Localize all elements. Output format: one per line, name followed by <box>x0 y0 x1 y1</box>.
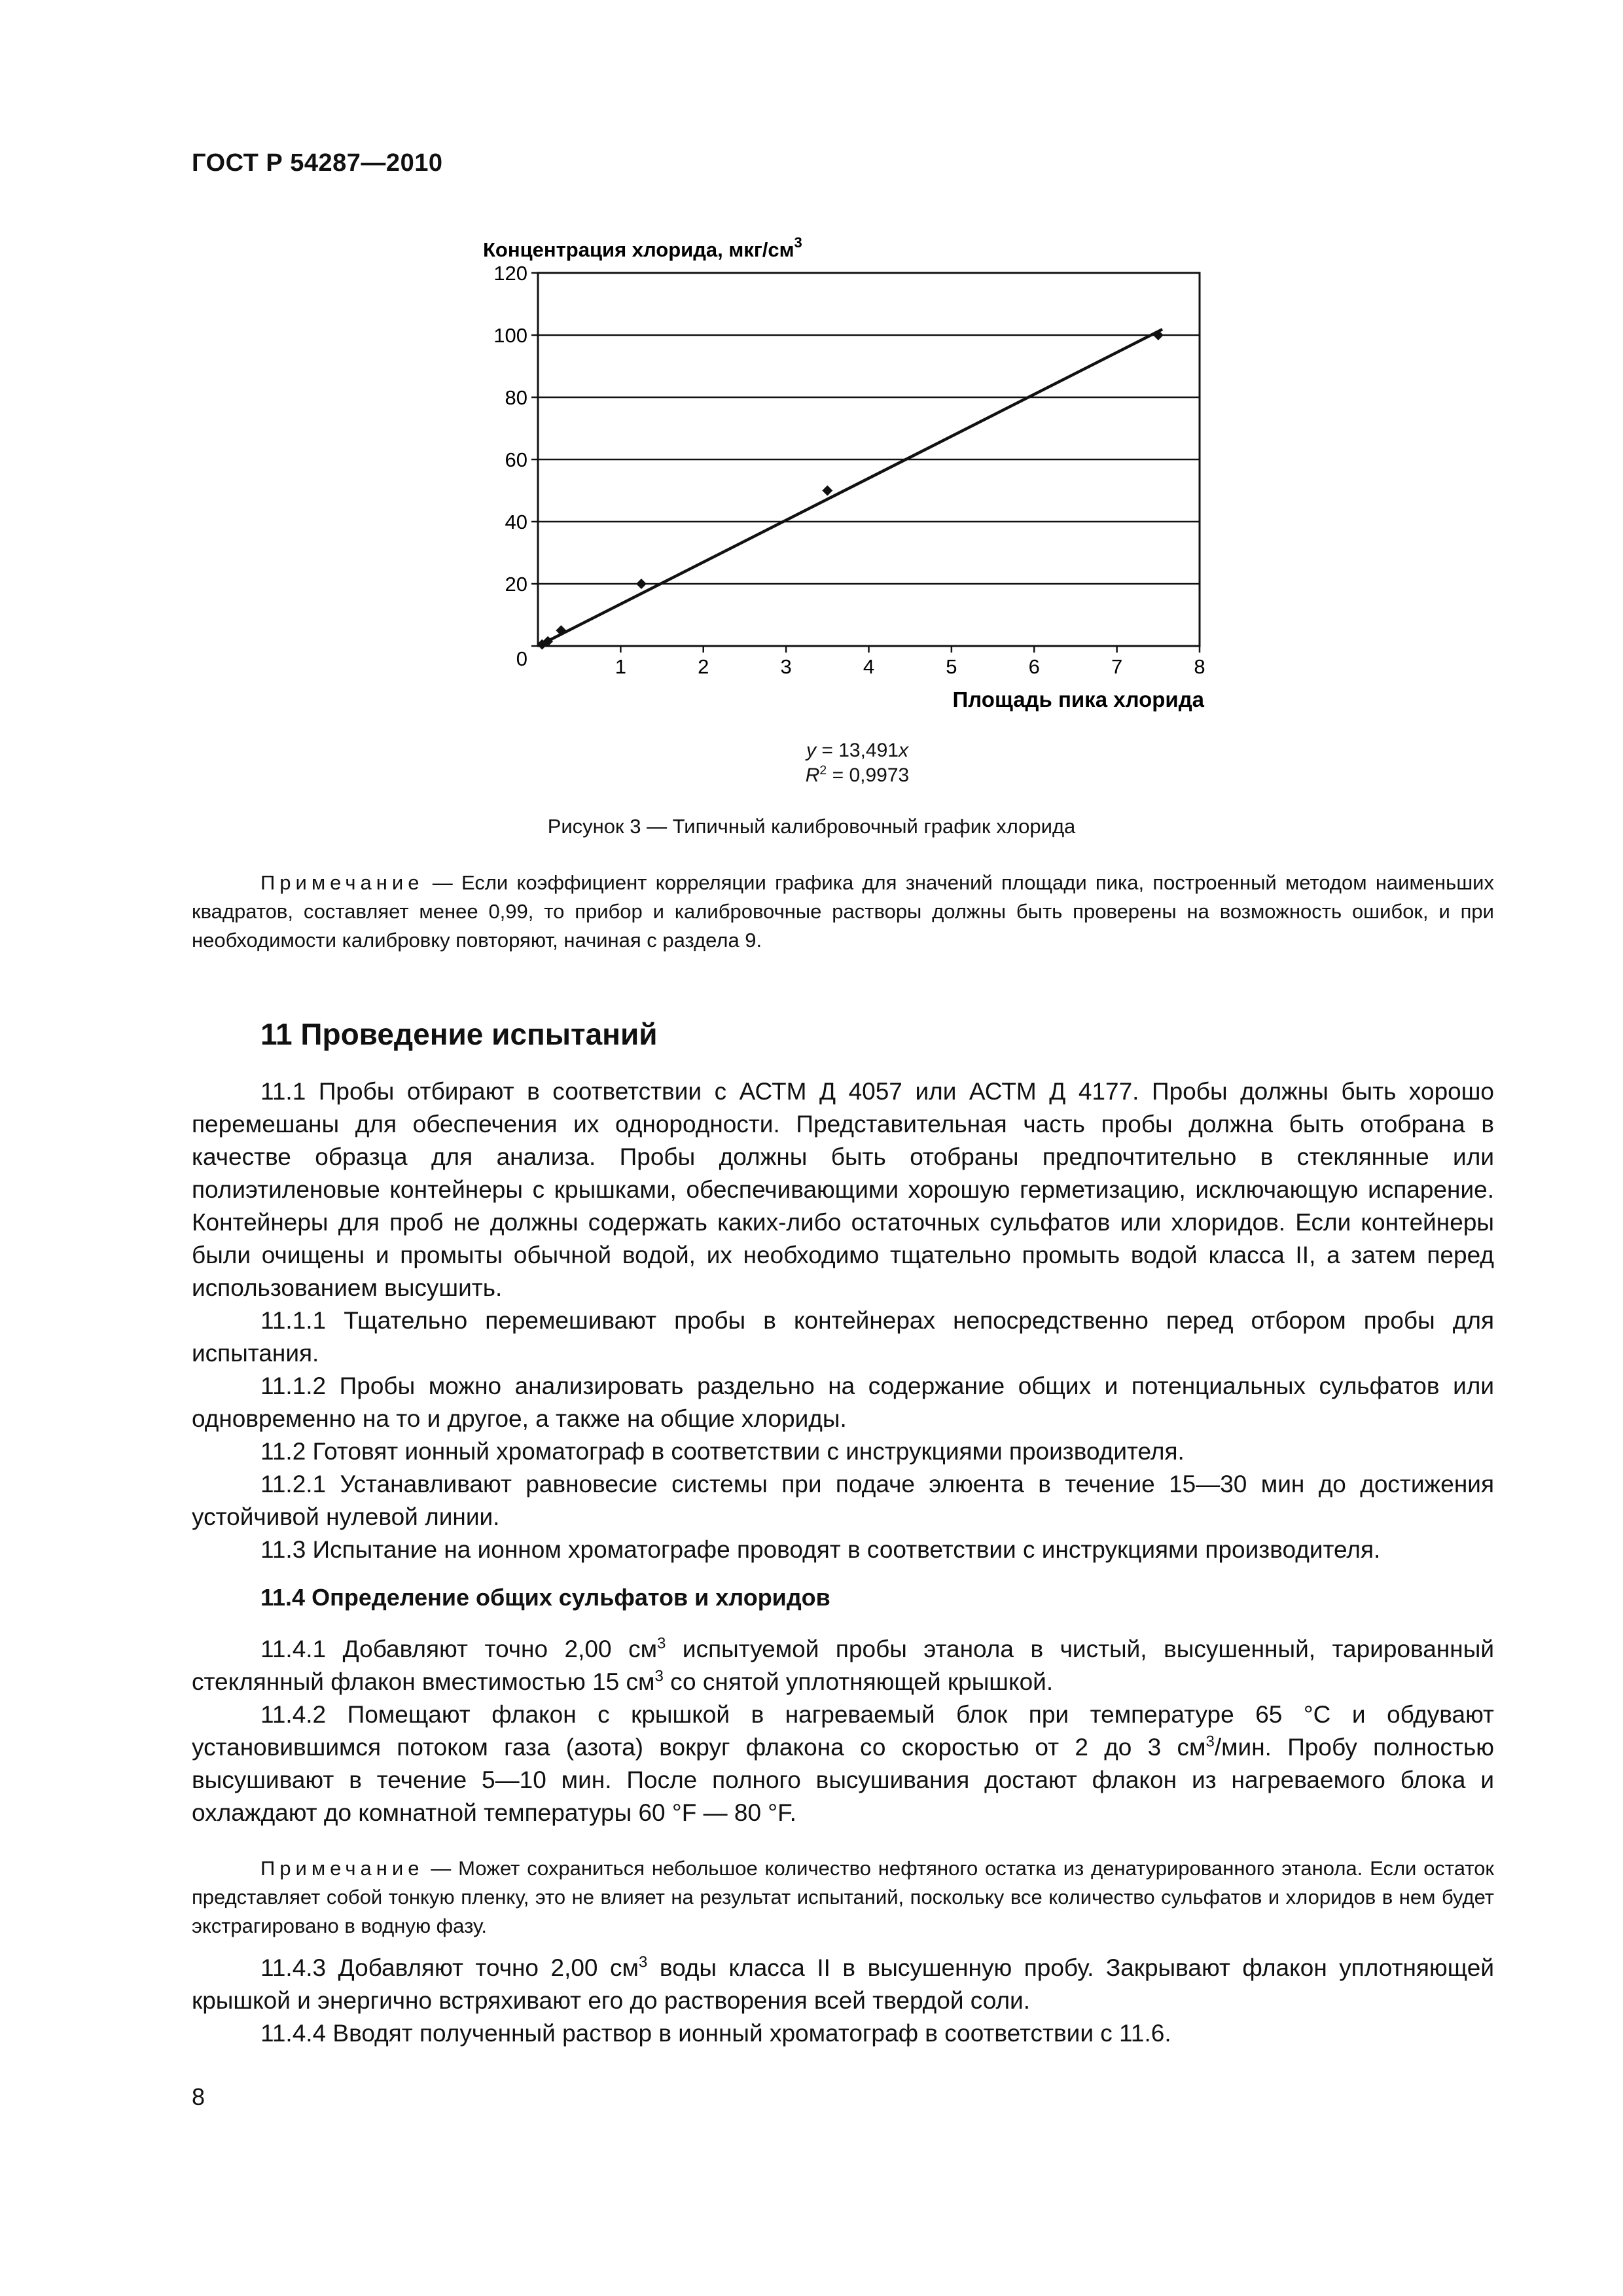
eq-x-var: x <box>898 740 908 761</box>
document-header: ГОСТ Р 54287—2010 <box>192 149 443 177</box>
x-tick-label: 7 <box>1111 655 1123 678</box>
note-label: Примечание <box>260 1857 424 1880</box>
regression-equation <box>772 738 942 788</box>
y-tick-label: 100 <box>493 324 527 347</box>
y-tick-labels <box>493 262 538 670</box>
section-11-body <box>192 1075 1494 1566</box>
data-point <box>556 625 566 636</box>
y-axis-label-sup: 3 <box>794 234 802 251</box>
section-title: 11 Проведение испытаний <box>260 1017 658 1051</box>
paragraph-11-2-1: 11.2.1 Устанавливают равновесие системы при подаче элюента в течение 15—30 мин до достижения устойчивой нулевой линии. <box>192 1471 1494 1530</box>
p1141-a: 11.4.1 Добавляют точно 2,00 см <box>260 1636 658 1662</box>
p1142-a: 11.4.2 Помещают флакон с крышкой в нагреваемый блок при температуре 65 °С и обдувают установившимся потоком газа (азота) вокруг флакона со скоростью от 2 до 3 см <box>192 1701 1494 1761</box>
y-axis-label <box>483 234 802 261</box>
p1142-sup: 3 <box>1205 1732 1215 1751</box>
data-point <box>1153 330 1164 340</box>
p1141-b: испытуемой пробы этанола в чистый, высушенный, тарированный стеклянный флакон вместимостью 15 см <box>192 1636 1494 1695</box>
p1141-c: со снятой уплотняющей крышкой. <box>663 1668 1054 1695</box>
p1141-sup2: 3 <box>654 1667 664 1685</box>
note-label: Примечание <box>260 871 424 894</box>
y-tick-label: 0 <box>516 647 527 670</box>
paragraph-11-1-1: 11.1.1 Тщательно перемешивают пробы в контейнерах непосредственно перед отбором пробы для испытания. <box>192 1307 1494 1367</box>
x-tick-label: 6 <box>1028 655 1040 678</box>
trend-line <box>538 329 1162 646</box>
section-11-4-body-continued <box>192 1952 1494 2050</box>
data-point <box>636 579 647 589</box>
paragraph-11-2: 11.2 Готовят ионный хроматограф в соответствии с инструкциями производителя. <box>260 1438 1185 1465</box>
y-tick-label: 80 <box>505 386 527 409</box>
figure-caption: Рисунок 3 — Типичный калибровочный график хлорида <box>547 815 1076 838</box>
eq-r-var: R <box>805 764 820 786</box>
page-number: 8 <box>192 2083 205 2110</box>
note-1 <box>192 869 1494 955</box>
paragraph-11-4-2 <box>192 1698 1494 1829</box>
y-tick-label: 20 <box>505 573 527 596</box>
note-text: — Если коэффициент корреляции графика для значений площади пика, построенный методом наименьших квадратов, составляет менее 0,99, то прибор и калибровочные растворы должны быть проверены на возможность ошибок, и при необходимости калибровку повторяют, начиная с раздела 9. <box>192 871 1494 952</box>
note-text: — Может сохраниться небольшое количество нефтяного остатка из денатурированного этанола. Если остаток представляет собой тонкую пленку, это не влияет на результат испытаний, поскольку все количество сульфатов и хлоридов в нем будет экстрагировано в водную фазу. <box>192 1857 1494 1937</box>
eq-r-value: = 0,9973 <box>827 764 910 786</box>
data-point <box>822 486 832 496</box>
calibration-chart <box>458 223 1230 733</box>
equation-line <box>772 738 942 763</box>
x-tick-label: 5 <box>946 655 957 678</box>
y-tick-label: 60 <box>505 448 527 471</box>
y-axis-label-text: Концентрация хлорида, мкг/см <box>483 238 794 261</box>
p1141-sup1: 3 <box>657 1634 666 1653</box>
section-11-4-body <box>192 1633 1494 1829</box>
paragraph-11-1-2: 11.1.2 Пробы можно анализировать раздельно на содержание общих и потенциальных сульфатов или одновременно на то и другое, а также на общие хлориды. <box>192 1372 1494 1432</box>
subsection-title: 11.4 Определение общих сульфатов и хлоридов <box>260 1584 830 1611</box>
paragraph-11-1: 11.1 Пробы отбирают в соответствии с АСТМ Д 4057 или АСТМ Д 4177. Пробы должны быть хорошо перемешаны для обеспечения их однородности. Представительная часть пробы должна быть отобрана в качестве образца для анализа. Пробы должны быть отобраны предпочтительно в стеклянные или полиэтиленовые контейнеры с крышками, обеспечивающими хорошую герметизацию, исключающую испарение. Контейнеры для проб не должны содержать каких-либо остаточных сульфатов или хлоридов. Если контейнеры были очищены и промыты обычной водой, их необходимо тщательно промыть водой класса II, а затем перед использованием высушить. <box>192 1078 1494 1301</box>
p1142-b: /мин. Пробу полностью высушивают в течение 5—10 мин. После полного высушивания достают флакон из нагреваемого блока и охлаждают до комнатной температуры 60 °F — 80 °F. <box>192 1734 1494 1826</box>
x-tick-label: 8 <box>1194 655 1205 678</box>
note-2 <box>192 1854 1494 1941</box>
x-tick-label: 3 <box>780 655 792 678</box>
x-tick-label: 2 <box>698 655 709 678</box>
paragraph-11-3: 11.3 Испытание на ионном хроматографе проводят в соответствии с инструкциями производителя. <box>260 1536 1381 1563</box>
x-tick-label: 4 <box>863 655 875 678</box>
p1143-a: 11.4.3 Добавляют точно 2,00 см <box>260 1954 639 1981</box>
y-tick-label: 120 <box>493 262 527 285</box>
x-axis-label: Площадь пика хлорида <box>952 687 1204 711</box>
x-tick-labels <box>615 646 1205 678</box>
grid-lines <box>538 335 1200 584</box>
r-squared-line <box>772 763 942 788</box>
paragraph-11-4-3 <box>192 1952 1494 2017</box>
eq-r-sup: 2 <box>819 763 827 778</box>
p1143-b: воды класса II в высушенную пробу. Закрывают флакон уплотняющей крышкой и энергично встряхивают его до растворения всей твердой соли. <box>192 1954 1494 2014</box>
eq-y-var: y <box>806 740 817 761</box>
y-tick-label: 40 <box>505 511 527 533</box>
x-tick-label: 1 <box>615 655 626 678</box>
p1143-sup: 3 <box>638 1953 648 1971</box>
paragraph-11-4-4: 11.4.4 Вводят полученный раствор в ионный хроматограф в соответствии с 11.6. <box>260 2020 1171 2047</box>
paragraph-11-4-1 <box>192 1633 1494 1698</box>
eq-coefficient: = 13,491 <box>816 740 899 761</box>
